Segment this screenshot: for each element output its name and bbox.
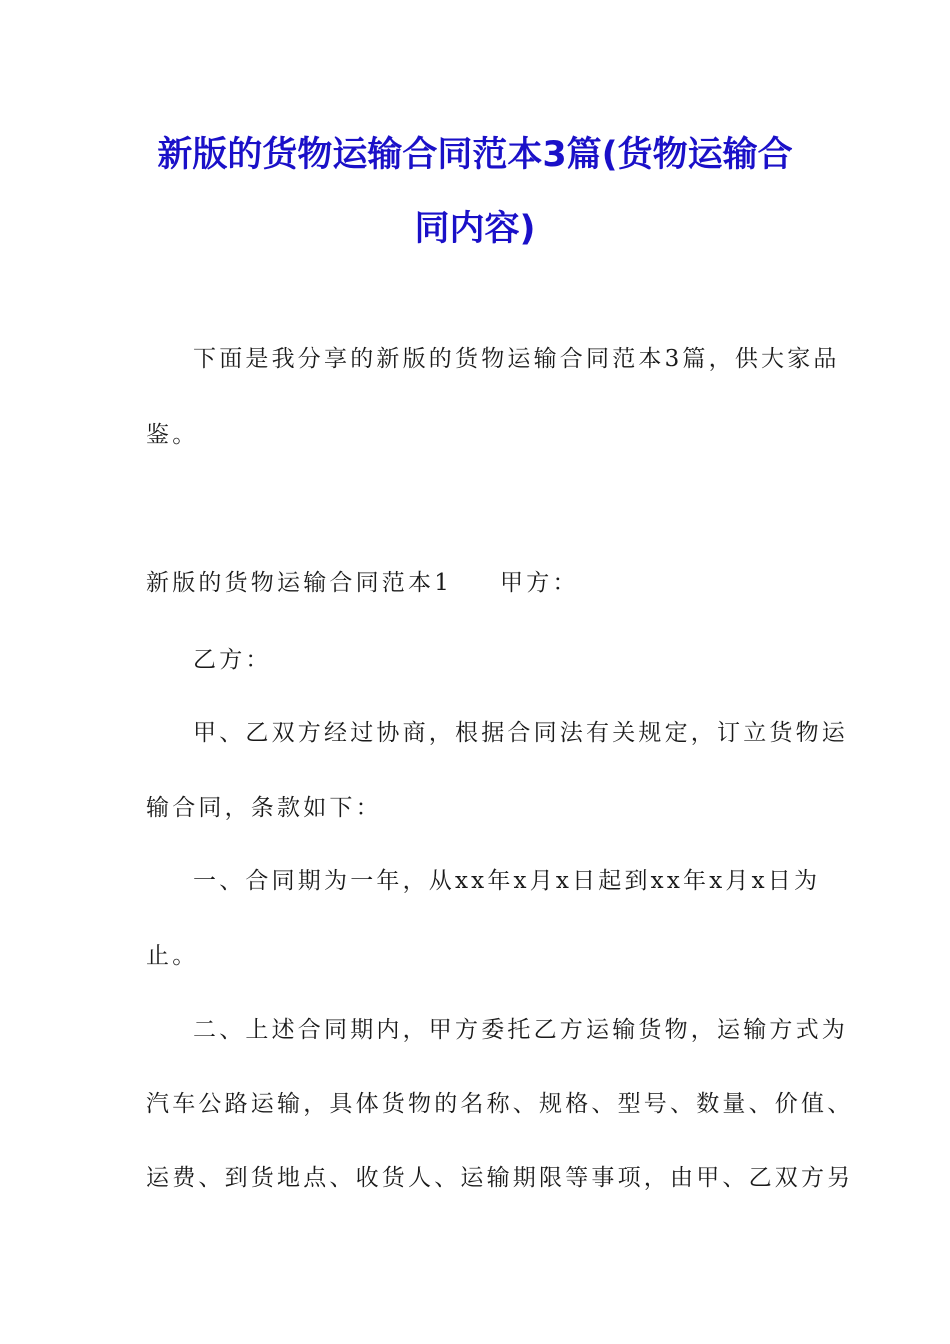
para1-line-2: 输合同，条款如下： [146,795,382,821]
party-a-label: 甲方： [500,570,579,596]
section-heading-row [146,568,579,598]
document-title [120,118,830,266]
clause1-line-1: 一、合同期为一年，从xx年x月x日起到xx年x月x日为 [193,868,821,894]
party-b-label: 乙方： [193,647,272,673]
intro-line-1: 下面是我分享的新版的货物运输合同范本3篇，供大家品 [193,346,840,372]
clause2-line-1: 二、上述合同期内，甲方委托乙方运输货物，运输方式为 [193,1017,848,1043]
title-line-2: 同内容) [414,209,536,249]
para1-line-1: 甲、乙双方经过协商，根据合同法有关规定，订立货物运 [193,720,848,746]
clause2-line-3: 运费、到货地点、收货人、运输期限等事项，由甲、乙双方另 [146,1165,854,1191]
clause2-line-2: 汽车公路运输，具体货物的名称、规格、型号、数量、价值、 [146,1091,854,1117]
clause1-line-2: 止。 [146,943,199,969]
title-line-1: 新版的货物运输合同范本3篇(货物运输合 [157,135,793,175]
intro-line-2: 鉴。 [146,422,199,448]
section-heading: 新版的货物运输合同范本1 [146,570,453,596]
